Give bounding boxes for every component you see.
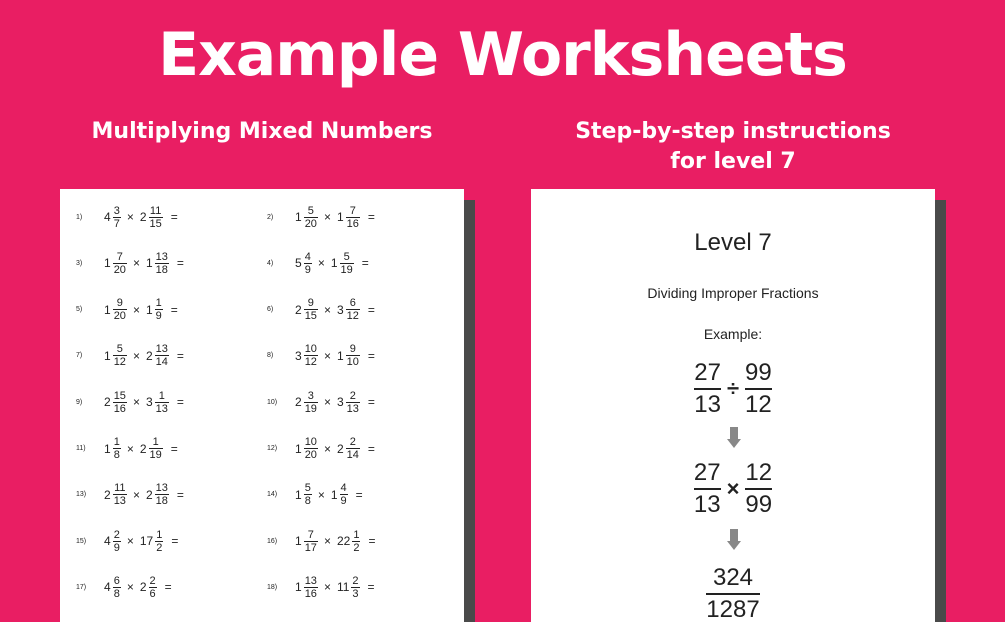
- worksheet-problem: [76, 477, 184, 513]
- problem-number: 14): [267, 491, 278, 499]
- fraction: [113, 436, 121, 461]
- mixed-number: [146, 251, 169, 276]
- denominator: 15: [304, 310, 317, 323]
- numerator: 13: [155, 250, 168, 263]
- whole-part: 1: [104, 256, 111, 271]
- fraction: [346, 390, 360, 415]
- problem-number: 7): [76, 352, 83, 360]
- denominator: 18: [155, 263, 168, 276]
- whole-part: 22: [336, 534, 351, 549]
- worksheet-problem: [267, 477, 363, 513]
- numerator: 7: [349, 204, 356, 217]
- denominator: 12: [745, 391, 772, 418]
- right-heading-line1: Step-by-step instructions: [575, 119, 891, 144]
- numerator: 5: [304, 482, 311, 495]
- denominator: 8: [304, 495, 311, 508]
- fraction: [304, 482, 312, 507]
- numerator: 3: [307, 389, 314, 402]
- mixed-number: [331, 482, 348, 507]
- multiply-sign: ×: [317, 256, 325, 271]
- whole-part: 1: [104, 348, 111, 363]
- numerator: 9: [116, 297, 123, 310]
- multiply-sign: ×: [726, 476, 740, 501]
- denominator: 16: [113, 402, 126, 415]
- whole-part: 2: [139, 441, 147, 456]
- fraction: [304, 251, 312, 276]
- mixed-number: [140, 436, 163, 461]
- mixed-number: [337, 297, 360, 322]
- numerator: 99: [745, 359, 772, 386]
- whole-part: 4: [104, 534, 111, 549]
- example-label: Example:: [703, 326, 763, 342]
- denominator: 9: [113, 541, 120, 554]
- denominator: 9: [340, 495, 347, 508]
- mixed-number: [140, 529, 163, 554]
- whole-part: 1: [330, 487, 338, 502]
- denominator: 13: [694, 391, 721, 418]
- right-heading-line2: for level 7: [670, 149, 796, 174]
- denominator: 15: [149, 217, 162, 230]
- numerator: 1: [353, 528, 360, 541]
- down-arrow-icon: [727, 427, 741, 448]
- denominator: 19: [340, 263, 353, 276]
- multiply-sign: ×: [323, 441, 331, 456]
- denominator: 20: [113, 263, 126, 276]
- denominator: 1287: [706, 596, 760, 622]
- numerator: 5: [116, 343, 123, 356]
- whole-part: 11: [336, 580, 350, 595]
- worksheet-problem: [267, 199, 375, 235]
- worksheet-problem: [267, 569, 375, 605]
- mixed-number: [146, 343, 169, 368]
- fraction: [352, 529, 360, 554]
- fraction: [745, 359, 772, 419]
- worksheet-shadow: [464, 200, 475, 622]
- numerator: 27: [693, 459, 721, 486]
- whole-part: 1: [336, 348, 344, 363]
- whole-part: 2: [145, 348, 153, 363]
- numerator: 27: [694, 359, 721, 386]
- numerator: 7: [116, 250, 123, 263]
- fraction: [155, 529, 163, 554]
- numerator: 13: [155, 343, 168, 356]
- mixed-number: [104, 529, 121, 554]
- numerator: 324: [712, 564, 754, 591]
- worksheet-problem: [267, 338, 375, 374]
- denominator: 14: [155, 356, 168, 369]
- whole-part: 1: [295, 441, 302, 456]
- denominator: 20: [113, 310, 126, 323]
- mixed-number: [146, 390, 169, 415]
- denominator: 16: [346, 217, 359, 230]
- right-heading: [531, 117, 935, 177]
- denominator: 14: [346, 449, 359, 461]
- fraction: [304, 529, 318, 554]
- problem-number: 4): [267, 259, 274, 267]
- worksheet-problem: [76, 523, 178, 559]
- problem-number: 3): [76, 259, 83, 267]
- numerator: 1: [113, 436, 120, 448]
- equals-sign: =: [367, 441, 375, 456]
- denominator: 12: [304, 356, 317, 369]
- multiply-sign: ×: [323, 580, 331, 595]
- numerator: 10: [304, 343, 317, 356]
- fraction: [304, 390, 318, 415]
- problem-number: 16): [267, 537, 278, 545]
- mixed-number: [337, 205, 360, 230]
- mixed-number: [140, 205, 163, 230]
- worksheet-problem: [76, 338, 184, 374]
- worksheet-problem: [267, 292, 375, 328]
- denominator: 2: [353, 541, 360, 554]
- equals-sign: =: [367, 580, 375, 595]
- mixed-number: [295, 529, 318, 554]
- fraction: [304, 343, 318, 368]
- denominator: 18: [155, 495, 168, 508]
- multiply-sign: ×: [126, 441, 134, 456]
- whole-part: 2: [145, 487, 153, 502]
- mixed-number: [104, 343, 127, 368]
- fraction: [346, 343, 360, 368]
- numerator: 13: [155, 482, 168, 495]
- whole-part: 1: [104, 302, 111, 317]
- fraction: [155, 482, 169, 507]
- denominator: 17: [304, 541, 317, 554]
- worksheet-problem: [267, 431, 375, 467]
- fraction: [706, 564, 759, 622]
- fraction: [745, 459, 772, 519]
- equals-sign: =: [367, 348, 375, 363]
- equals-sign: =: [176, 395, 184, 410]
- problem-number: 2): [267, 213, 274, 221]
- mixed-number: [104, 205, 121, 230]
- whole-part: 1: [336, 210, 344, 224]
- numerator: 5: [343, 250, 350, 263]
- fraction-bar: [745, 388, 772, 390]
- fraction: [340, 482, 348, 507]
- whole-part: 3: [145, 395, 153, 410]
- fraction: [155, 251, 169, 276]
- numerator: 15: [113, 389, 126, 402]
- worksheet-problem: [76, 245, 184, 281]
- denominator: 8: [113, 449, 120, 461]
- mixed-number: [104, 297, 127, 322]
- numerator: 6: [349, 297, 356, 310]
- denominator: 16: [304, 587, 317, 600]
- multiply-sign: ×: [132, 487, 140, 502]
- denominator: 6: [149, 587, 156, 600]
- multiply-sign: ×: [132, 302, 140, 317]
- denominator: 19: [149, 449, 162, 461]
- equals-sign: =: [176, 487, 184, 502]
- fraction-bar: [745, 488, 772, 490]
- mixed-number: [104, 390, 127, 415]
- equals-sign: =: [171, 534, 179, 549]
- whole-part: 2: [336, 441, 344, 456]
- numerator: 5: [307, 204, 314, 217]
- whole-part: 2: [104, 487, 111, 502]
- level-subtitle: Dividing Improper Fractions: [647, 285, 819, 301]
- worksheet-problem: [76, 431, 178, 467]
- problem-number: 5): [76, 306, 83, 314]
- multiply-sign: ×: [126, 210, 134, 224]
- fraction: [340, 251, 354, 276]
- fraction: [351, 575, 359, 600]
- numerator: 13: [304, 574, 317, 587]
- mixed-number: [295, 297, 318, 322]
- whole-part: 3: [295, 348, 302, 363]
- multiply-sign: ×: [126, 580, 134, 595]
- numerator: 12: [745, 459, 773, 486]
- numerator: 7: [307, 528, 314, 541]
- worksheet-problem: [76, 384, 184, 420]
- whole-part: 1: [145, 256, 153, 271]
- multiply-sign: ×: [132, 395, 140, 410]
- fraction-bar: [694, 388, 721, 390]
- fraction: [304, 575, 318, 600]
- numerator: 1: [152, 436, 159, 448]
- denominator: 20: [304, 449, 317, 461]
- mixed-number: [104, 436, 121, 461]
- equals-sign: =: [355, 487, 363, 502]
- whole-part: 4: [104, 580, 111, 595]
- whole-part: 2: [295, 302, 302, 317]
- equals-sign: =: [361, 256, 369, 271]
- mixed-number: [337, 343, 360, 368]
- mixed-number: [295, 251, 312, 276]
- equals-sign: =: [368, 534, 376, 549]
- fraction: [155, 343, 169, 368]
- equals-sign: =: [170, 441, 178, 456]
- denominator: 9: [304, 263, 311, 276]
- fraction: [304, 205, 318, 230]
- multiply-sign: ×: [126, 534, 134, 549]
- whole-part: 1: [295, 580, 302, 595]
- mixed-number: [295, 343, 318, 368]
- fraction-bar: [694, 488, 721, 490]
- fraction: [149, 575, 157, 600]
- step-3-result: [531, 564, 935, 622]
- multiply-sign: ×: [323, 348, 331, 363]
- problem-number: 18): [267, 583, 278, 591]
- denominator: 9: [155, 310, 162, 323]
- numerator: 2: [352, 574, 359, 587]
- whole-part: 2: [139, 210, 147, 224]
- mixed-number: [295, 575, 318, 600]
- denominator: 2: [156, 541, 163, 554]
- whole-part: 4: [104, 210, 111, 224]
- numerator: 11: [149, 204, 162, 217]
- denominator: 20: [304, 217, 317, 230]
- fraction: [113, 575, 121, 600]
- numerator: 2: [113, 528, 120, 541]
- numerator: 4: [340, 482, 347, 495]
- denominator: 12: [346, 310, 359, 323]
- mixed-number: [295, 205, 318, 230]
- denominator: 10: [346, 356, 359, 369]
- fraction: [694, 459, 721, 519]
- numerator: 3: [113, 204, 120, 217]
- problem-number: 15): [76, 537, 87, 545]
- numerator: 1: [155, 297, 162, 310]
- whole-part: 17: [139, 534, 154, 549]
- denominator: 8: [113, 587, 120, 600]
- multiply-sign: ×: [323, 302, 331, 317]
- fraction: [113, 205, 121, 230]
- whole-part: 2: [295, 395, 302, 410]
- whole-part: 2: [139, 580, 147, 595]
- worksheet-problem: [267, 245, 369, 281]
- whole-part: 1: [295, 210, 302, 224]
- equals-sign: =: [367, 210, 375, 224]
- fraction: [113, 390, 127, 415]
- problem-number: 12): [267, 445, 278, 452]
- fraction: [346, 436, 360, 461]
- numerator: 2: [349, 389, 356, 402]
- denominator: 7: [113, 217, 120, 230]
- numerator: 2: [149, 574, 156, 587]
- denominator: 3: [352, 587, 359, 600]
- whole-part: 1: [145, 302, 153, 317]
- worksheet-problem: [76, 569, 172, 605]
- fraction: [113, 343, 127, 368]
- fraction: [694, 359, 721, 419]
- problem-number: 10): [267, 398, 278, 406]
- multiply-sign: ×: [317, 487, 325, 502]
- mixed-number: [140, 575, 157, 600]
- equals-sign: =: [170, 302, 178, 317]
- numerator: 10: [304, 436, 317, 448]
- problem-number: 17): [76, 583, 87, 591]
- denominator: 12: [113, 356, 126, 369]
- whole-part: 3: [336, 395, 344, 410]
- problem-number: 8): [267, 352, 274, 360]
- numerator: 9: [349, 343, 356, 356]
- equals-sign: =: [164, 580, 172, 595]
- fraction: [304, 436, 318, 461]
- fraction: [346, 205, 360, 230]
- level-title: Level 7: [694, 229, 772, 256]
- denominator: 13: [346, 402, 359, 415]
- numerator: 1: [156, 528, 163, 541]
- fraction: [155, 297, 163, 322]
- mixed-number: [104, 575, 121, 600]
- worksheet-paper: [60, 189, 464, 622]
- step-1-expression: [531, 359, 935, 419]
- fraction: [149, 205, 163, 230]
- numerator: 2: [349, 436, 356, 448]
- multiply-sign: ×: [323, 210, 331, 224]
- multiply-sign: ×: [323, 395, 331, 410]
- problem-number: 6): [267, 306, 274, 314]
- multiply-sign: ×: [132, 348, 140, 363]
- equals-sign: =: [367, 395, 375, 410]
- mixed-number: [104, 251, 127, 276]
- whole-part: 3: [336, 302, 344, 317]
- fraction: [155, 390, 169, 415]
- worksheet-problem: [267, 523, 375, 559]
- worksheet-problem: [76, 292, 178, 328]
- worksheet-problem: [76, 199, 178, 235]
- mixed-number: [295, 390, 318, 415]
- step-2-expression: [531, 459, 935, 519]
- instructions-shadow: [935, 200, 946, 622]
- whole-part: 1: [104, 441, 111, 456]
- denominator: 13: [113, 495, 126, 508]
- mixed-number: [337, 575, 360, 600]
- mixed-number: [295, 482, 312, 507]
- mixed-number: [337, 390, 360, 415]
- numerator: 11: [114, 482, 126, 495]
- problem-number: 9): [76, 398, 83, 406]
- equals-sign: =: [176, 348, 184, 363]
- denominator: 13: [155, 402, 168, 415]
- equals-sign: =: [367, 302, 375, 317]
- whole-part: 5: [295, 256, 302, 271]
- problem-number: 1): [76, 213, 83, 221]
- numerator: 4: [304, 250, 311, 263]
- whole-part: 2: [104, 395, 111, 410]
- left-heading: Multiplying Mixed Numbers: [91, 119, 433, 144]
- fraction: [113, 251, 127, 276]
- mixed-number: [331, 251, 354, 276]
- equals-sign: =: [176, 256, 184, 271]
- equals-sign: =: [170, 210, 178, 224]
- fraction: [149, 436, 163, 461]
- mixed-number: [104, 482, 127, 507]
- down-arrow-icon: [727, 529, 741, 550]
- multiply-sign: ×: [323, 534, 331, 549]
- mixed-number: [146, 297, 163, 322]
- worksheet-problem: [267, 384, 375, 420]
- whole-part: 1: [330, 256, 338, 271]
- fraction-bar: [706, 593, 759, 595]
- instructions-paper: [531, 189, 935, 622]
- numerator: 6: [113, 574, 120, 587]
- numerator: 1: [158, 389, 165, 402]
- denominator: 19: [304, 402, 317, 415]
- fraction: [346, 297, 360, 322]
- problem-number: 13): [76, 491, 87, 499]
- denominator: 13: [693, 491, 721, 518]
- multiply-sign: ×: [132, 256, 140, 271]
- page-title: Example Worksheets: [158, 20, 847, 90]
- numerator: 9: [307, 297, 314, 310]
- problem-number: 11): [76, 445, 86, 452]
- divide-sign: ÷: [726, 376, 740, 401]
- mixed-number: [295, 436, 318, 461]
- whole-part: 1: [295, 534, 302, 549]
- mixed-number: [337, 436, 360, 461]
- fraction: [304, 297, 318, 322]
- fraction: [113, 297, 127, 322]
- mixed-number: [337, 529, 360, 554]
- fraction: [113, 482, 127, 507]
- mixed-number: [146, 482, 169, 507]
- whole-part: 1: [295, 487, 302, 502]
- denominator: 99: [745, 491, 773, 518]
- fraction: [113, 529, 121, 554]
